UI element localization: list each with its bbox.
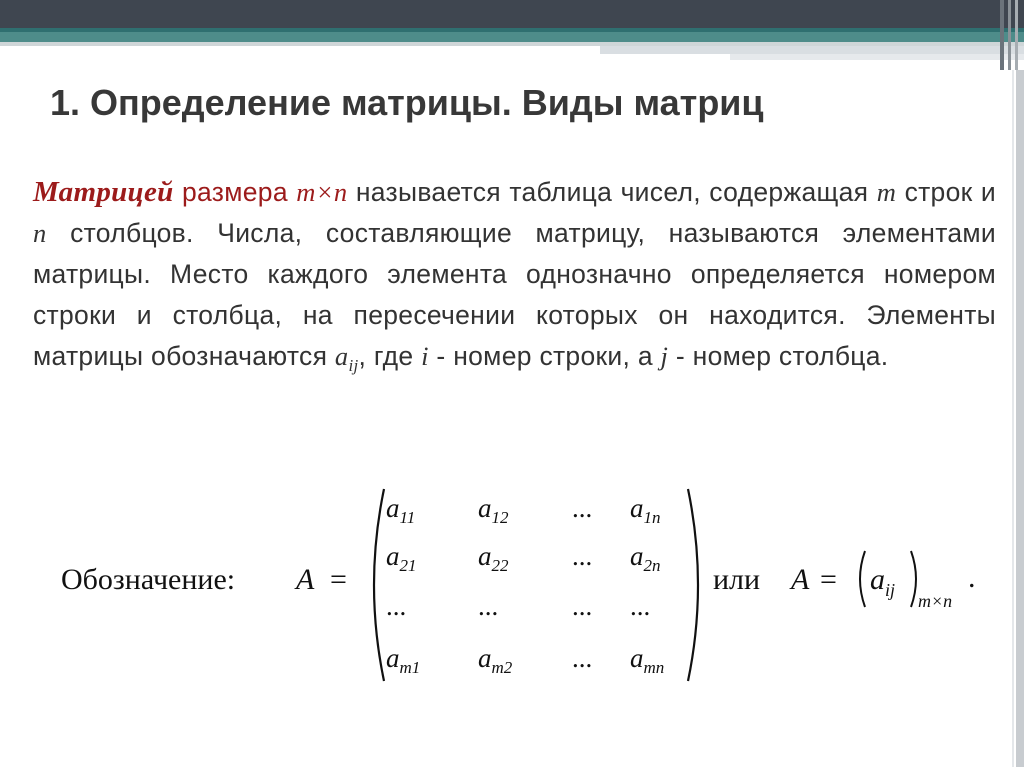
matrix-cell-symbol: ... [572,493,593,523]
matrix-size-subscript: m×n [918,591,953,611]
definition-text-1: называется таблица чисел, содержащая [355,177,869,207]
matrix-cell [386,591,466,622]
definition-term: Матрицей [33,176,174,208]
short-element [870,563,895,601]
definition-paragraph [33,172,996,386]
matrix-cell-symbol: ... [572,591,593,621]
matrix-cell [386,643,466,678]
end-period: . [968,561,976,594]
definition-text-2: строк и [904,177,997,207]
matrix-cell-symbol: ... [478,591,499,621]
equals-sign-short: = [820,563,837,596]
matrix-cell-symbol: ... [386,591,407,621]
matrix-cell-index: 21 [399,556,417,575]
element-index: ij [348,356,359,375]
element-symbol [334,341,359,375]
matrix-cell-symbol: a [478,493,492,523]
or-word: или [713,563,761,596]
matrix-name-short: A [791,563,810,596]
matrix-cell-symbol: a [386,493,400,523]
matrix-cell [478,541,558,576]
matrix-cell-index: 2n [643,556,661,575]
matrix-cell-symbol: a [630,643,644,673]
short-element-a: a [870,563,885,596]
matrix-cell-index: mn [643,658,665,677]
var-j: j [660,341,669,371]
matrix-cell-index: m1 [399,658,421,677]
definition-text-6: - номер столбца. [675,341,889,371]
matrix-cell-symbol: a [386,643,400,673]
matrix-cell-index: 22 [491,556,509,575]
matrix-cell [478,591,558,622]
matrix-cell-symbol: ... [630,591,651,621]
matrix-cell-symbol: a [630,493,644,523]
right-bracket [682,485,712,685]
header-decoration [0,0,1024,70]
matrix-cell-symbol: a [386,541,400,571]
short-element-index: ij [885,580,896,600]
matrix-cell [478,643,558,678]
definition-text-5: - номер строки, а [436,341,653,371]
element-a: a [334,341,349,371]
matrix-cell-symbol: a [478,643,492,673]
var-i: i [421,341,429,371]
matrix-cell-symbol: ... [572,541,593,571]
matrix-name: A [296,563,315,596]
slide-title: 1. Определение матрицы. Виды матриц [50,82,764,123]
matrix-cell [386,541,466,576]
equals-sign: = [330,563,347,596]
notation-label: Обозначение: [61,563,236,596]
definition-text-3: столбцов. Числа, составляющие матрицу, называются элементами матрицы. Место каждого элемента однозначно определяется номером строки и столбца, на пересечении которых он находится. Элементы матрицы обозначаются [33,218,996,371]
matrix-grid [386,493,686,683]
matrix-cell-index: m2 [491,658,513,677]
matrix-cell-symbol: a [478,541,492,571]
matrix-cell-symbol: a [630,541,644,571]
matrix-cell-symbol: ... [572,643,593,673]
definition-text-4: , где [358,341,414,371]
var-n: n [33,218,47,248]
matrix-cell [386,493,466,528]
size-word: размера [182,177,288,207]
matrix-cell-index: 12 [491,508,509,527]
var-m: m [876,177,897,207]
matrix-cell-index: 1n [643,508,661,527]
matrix-cell [478,493,558,528]
matrix-cell-index: 11 [399,508,416,527]
size-expression: m×n [296,177,348,207]
notation-formula [0,485,1024,685]
